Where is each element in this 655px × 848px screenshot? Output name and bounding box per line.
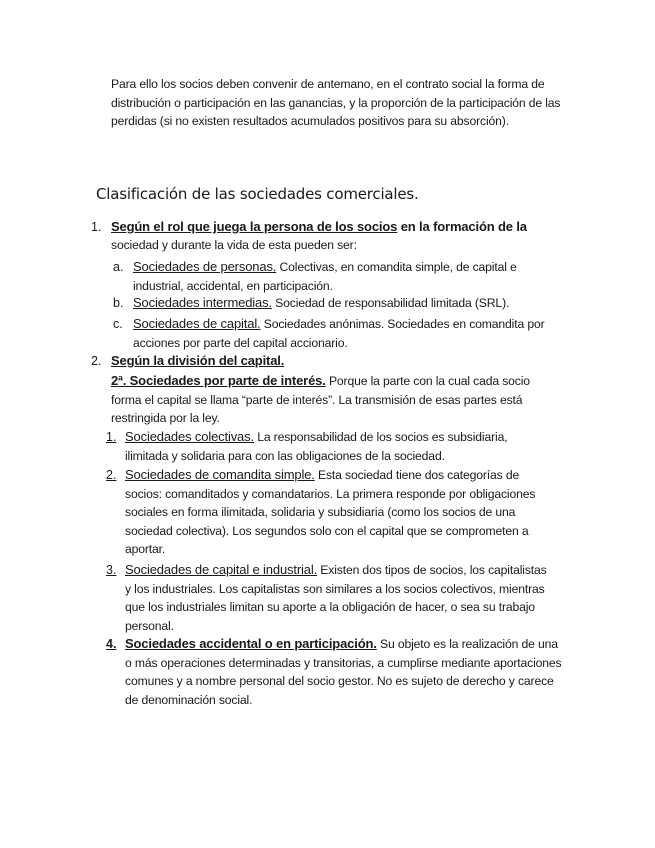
section1-desc: sociedad y durante la vida de esta pueden ser: (111, 238, 357, 252)
subsection-label: 2ª. Sociedades por parte de interés. (111, 373, 326, 388)
list-marker-4: 4. (106, 637, 117, 651)
item-4-label: Sociedades accidental o en participación. (125, 636, 377, 651)
item-2-text: Esta sociedad tiene dos categorías de socios: comanditados y comandatarios. La primera responde por obligaciones sociales en forma ilimitada, solidaria y subsidiaria (como los socios de una sociedad colectiva). Los segundos solo con el capital que se comprometen a aportar. (125, 468, 536, 557)
item-b-text: Sociedad de responsabilidad limitada (SRL). (271, 296, 510, 310)
list-marker-a: a. (113, 260, 124, 274)
item-3-text: Existen dos tipos de socios, los capitalistas y los industriales. Los capitalistas son similares a los socios colectivos, mientras que los industriales limitan su aporte a la obligación de hacer, o sea su trabajo personal. (125, 563, 547, 633)
list-item-c (133, 315, 553, 352)
item-a-text: Colectivas, en comandita simple, de capital e industrial, accidental, en participación. (133, 260, 517, 293)
item-3-label: Sociedades de capital e industrial. (125, 562, 318, 577)
item-b-label: Sociedades intermedias. (133, 295, 272, 310)
list-marker-1: 1. (106, 430, 117, 444)
list-item-b (133, 294, 563, 313)
section1-title: Según el rol que juega la persona de los socios (111, 219, 398, 234)
item-c-label: Sociedades de capital. (133, 316, 261, 331)
list-item-3 (125, 561, 555, 635)
item-2-label: Sociedades de comandita simple. (125, 467, 315, 482)
list-marker-b: b. (113, 296, 124, 310)
section1-title-rest: en la formación de la (397, 219, 527, 234)
list-marker-2: 2. (106, 468, 117, 482)
list-item-a (133, 258, 563, 295)
list-marker-3: 3. (106, 563, 117, 577)
intro-paragraph: Para ello los socios deben convenir de antemano, en el contrato social la forma de distribución o participación en las ganancias, y la proporción de la participación de las perdidas (si no existen resultados acumulados positivos para su absorción). (111, 77, 561, 129)
item-c-text: Sociedades anónimas. Sociedades en comandita por acciones por parte del capital accionario. (133, 317, 545, 350)
section1-number: 1. (91, 220, 102, 234)
list-marker-c: c. (113, 317, 123, 331)
list-item-2 (125, 466, 550, 559)
section2-title: Según la división del capital. (111, 353, 285, 368)
item-a-label: Sociedades de personas. (133, 259, 277, 274)
section1-title-block (111, 218, 561, 237)
item-1-label: Sociedades colectivas. (125, 429, 254, 444)
list-item-1 (125, 428, 545, 465)
list-item-4 (125, 635, 565, 709)
item-1-text: La responsabilidad de los socios es subsidiaria, ilimitada y solidaria para con las obligaciones de la sociedad. (125, 430, 508, 463)
item-4-text: Su objeto es la realización de una o más operaciones determinadas y transitorias, a cumplirse mediante aportaciones comunes y a nombre personal del socio gestor. No es sujeto de derecho y carece de denominación social. (125, 637, 562, 707)
subsection-text: Porque la parte con la cual cada socio forma el capital se llama “parte de interés”. La transmisión de esas partes está restringida por la ley. (111, 374, 530, 426)
section2-subsection (111, 372, 556, 428)
section2-number: 2. (91, 354, 102, 368)
section-heading: Clasificación de las sociedades comerciales. (96, 185, 419, 203)
